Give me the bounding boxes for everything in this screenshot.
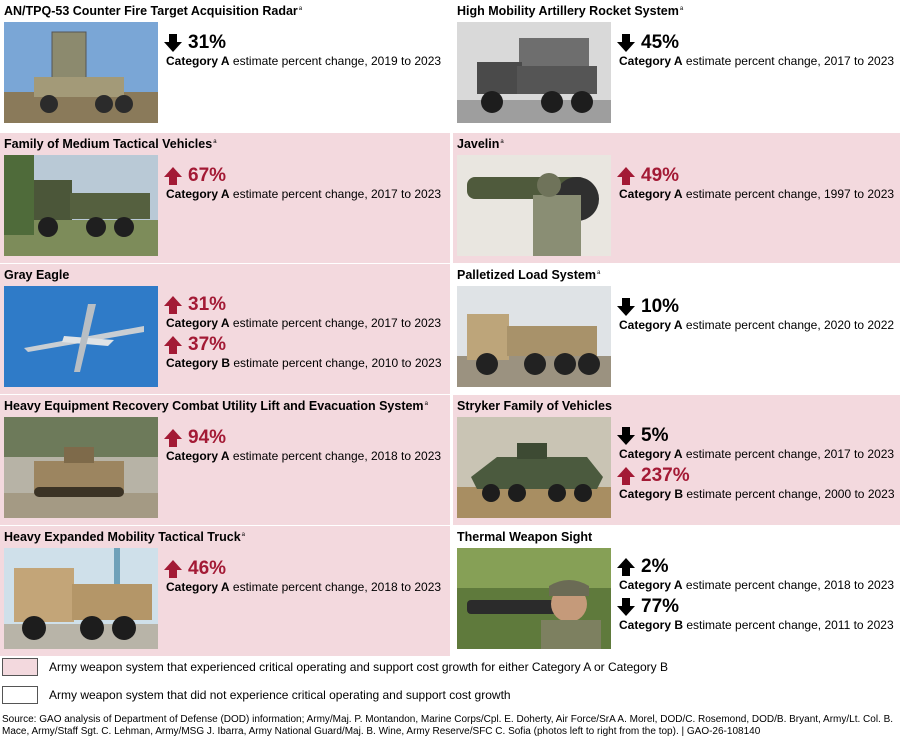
change-period-text: estimate percent change, 2018 to 2023 xyxy=(232,449,442,463)
card-an-tpq-53-counter-fire-target-acquisition-radar xyxy=(0,0,450,130)
change-period-text: estimate percent change, 2018 to 2023 xyxy=(232,580,442,594)
load-truck-photo xyxy=(457,286,611,387)
card-stryker-family-of-vehicles xyxy=(453,395,900,525)
card-title-text: Stryker Family of Vehicles xyxy=(457,399,612,413)
category-label: Category A xyxy=(619,187,683,201)
card-title xyxy=(4,399,428,413)
card-title xyxy=(457,4,683,18)
legend-label-noncritical: Army weapon system that did not experience critical operating and support cost growth xyxy=(49,688,511,702)
change-period-text: estimate percent change, 2017 to 2023 xyxy=(232,316,442,330)
arrow-up-icon xyxy=(164,167,182,185)
legend-swatch-pink xyxy=(2,658,38,676)
category-label: Category A xyxy=(166,316,230,330)
percent-change: 49% xyxy=(641,165,680,186)
arrow-down-icon xyxy=(164,34,182,52)
arrow-down-icon xyxy=(617,34,635,52)
change-description xyxy=(619,618,894,632)
arrow-down-icon xyxy=(617,427,635,445)
legend-row-noncritical xyxy=(0,686,900,708)
category-label: Category B xyxy=(619,618,684,632)
change-period-text: estimate percent change, 2017 to 2023 xyxy=(685,447,895,461)
change-description xyxy=(166,580,441,594)
card-family-of-medium-tactical-vehicles xyxy=(0,133,450,263)
category-label: Category A xyxy=(619,578,683,592)
card-title xyxy=(4,4,302,18)
card-title-text: Palletized Load System xyxy=(457,268,596,282)
percent-change: 10% xyxy=(641,296,680,317)
change-description xyxy=(619,578,894,592)
change-description xyxy=(619,54,894,68)
percent-change: 5% xyxy=(641,425,669,446)
arrow-up-icon xyxy=(164,560,182,578)
percent-change: 67% xyxy=(188,165,227,186)
card-heavy-equipment-recovery-combat-utility-lift-and-evacuation-system xyxy=(0,395,450,525)
card-title-text: AN/TPQ-53 Counter Fire Target Acquisition Radar xyxy=(4,4,298,18)
card-heavy-expanded-mobility-tactical-truck xyxy=(0,526,450,656)
change-period-text: estimate percent change, 2017 to 2023 xyxy=(232,187,442,201)
change-description xyxy=(619,187,894,201)
percent-change: 37% xyxy=(188,334,227,355)
card-thermal-weapon-sight xyxy=(453,526,900,656)
footnote-marker: a xyxy=(679,5,684,12)
arrow-up-icon xyxy=(164,336,182,354)
category-label: Category A xyxy=(619,54,683,68)
footnote-marker: a xyxy=(424,400,428,407)
percent-change: 77% xyxy=(641,596,680,617)
card-title-text: Heavy Equipment Recovery Combat Utility Lift and Evacuation System xyxy=(4,399,424,413)
percent-change: 31% xyxy=(188,294,227,315)
change-description xyxy=(619,487,895,501)
card-title-text: Family of Medium Tactical Vehicles xyxy=(4,137,213,151)
category-label: Category B xyxy=(619,487,684,501)
card-title xyxy=(457,399,612,413)
arrow-up-icon xyxy=(617,467,635,485)
card-title-text: High Mobility Artillery Rocket System xyxy=(457,4,679,18)
radar-photo xyxy=(4,22,158,123)
footnote-marker: a xyxy=(500,138,504,145)
arrow-up-icon xyxy=(164,429,182,447)
change-description xyxy=(166,449,441,463)
change-period-text: estimate percent change, 2011 to 2023 xyxy=(686,618,894,632)
percent-change: 94% xyxy=(188,427,227,448)
category-label: Category A xyxy=(166,54,230,68)
stryker-photo xyxy=(457,417,611,518)
change-period-text: estimate percent change, 2017 to 2023 xyxy=(685,54,895,68)
card-gray-eagle xyxy=(0,264,450,394)
card-title xyxy=(457,268,600,282)
soldier-scope-photo xyxy=(457,548,611,649)
card-title xyxy=(4,137,217,151)
recovery-vehicle-photo xyxy=(4,417,158,518)
legend-label-critical: Army weapon system that experienced critical operating and support cost growth for either Category A or Category B xyxy=(49,660,668,674)
change-description xyxy=(166,316,441,330)
change-period-text: estimate percent change, 2018 to 2023 xyxy=(685,578,895,592)
change-period-text: estimate percent change, 2000 to 2023 xyxy=(686,487,895,501)
legend-row-critical xyxy=(0,658,900,680)
card-title xyxy=(4,530,245,544)
percent-change: 45% xyxy=(641,32,680,53)
card-title xyxy=(457,530,592,544)
change-period-text: estimate percent change, 2020 to 2022 xyxy=(685,318,895,332)
change-period-text: estimate percent change, 1997 to 2023 xyxy=(685,187,895,201)
source-note: Source: GAO analysis of Department of Defense (DOD) information; Army/Maj. P. Montandon, Marine Corps/Cpl. E. Doherty, Air Force/SrA A. Morel, DOD/C. Rosemond, DOD/B. Bryant, Army/Lt. Col. B. Mace, Army/Staff Sgt. C. Lehman, Army/MSG J. Ibarra, Army National Guard/Maj. B. Wine, Army Reserve/SFC C. Sofia (photos left to right from the top). | GAO-26-108140 xyxy=(2,714,894,737)
rocket-launcher-photo xyxy=(457,22,611,123)
footnote-marker: a xyxy=(298,5,303,12)
percent-change: 31% xyxy=(188,32,227,53)
category-label: Category A xyxy=(166,449,230,463)
change-period-text: estimate percent change, 2010 to 2023 xyxy=(233,356,442,370)
footnote-marker: a xyxy=(596,269,601,276)
card-title-text: Thermal Weapon Sight xyxy=(457,530,593,544)
card-title-text: Javelin xyxy=(457,137,500,151)
change-description xyxy=(619,447,894,461)
footnote-marker: a xyxy=(241,531,245,538)
arrow-down-icon xyxy=(617,598,635,616)
category-label: Category A xyxy=(166,187,230,201)
change-description xyxy=(166,54,441,68)
arrow-up-icon xyxy=(617,167,635,185)
percent-change: 237% xyxy=(641,465,690,486)
card-title xyxy=(457,137,504,151)
percent-change: 46% xyxy=(188,558,227,579)
arrow-up-icon xyxy=(617,558,635,576)
hemtt-photo xyxy=(4,548,158,649)
card-title xyxy=(4,268,69,282)
card-high-mobility-artillery-rocket-system xyxy=(453,0,900,130)
drone-photo xyxy=(4,286,158,387)
arrow-down-icon xyxy=(617,298,635,316)
category-label: Category A xyxy=(619,318,683,332)
change-description xyxy=(619,318,894,332)
category-label: Category A xyxy=(166,580,230,594)
card-title-text: Gray Eagle xyxy=(4,268,70,282)
card-title-text: Heavy Expanded Mobility Tactical Truck xyxy=(4,530,241,544)
change-period-text: estimate percent change, 2019 to 2023 xyxy=(232,54,442,68)
soldier-javelin-photo xyxy=(457,155,611,256)
footnote-marker: a xyxy=(213,138,217,145)
arrow-up-icon xyxy=(164,296,182,314)
change-description xyxy=(166,356,442,370)
legend-swatch-white xyxy=(2,686,38,704)
card-javelin xyxy=(453,133,900,263)
card-palletized-load-system xyxy=(453,264,900,394)
change-description xyxy=(166,187,441,201)
category-label: Category A xyxy=(619,447,683,461)
percent-change: 2% xyxy=(641,556,669,577)
category-label: Category B xyxy=(166,356,231,370)
truck-photo xyxy=(4,155,158,256)
